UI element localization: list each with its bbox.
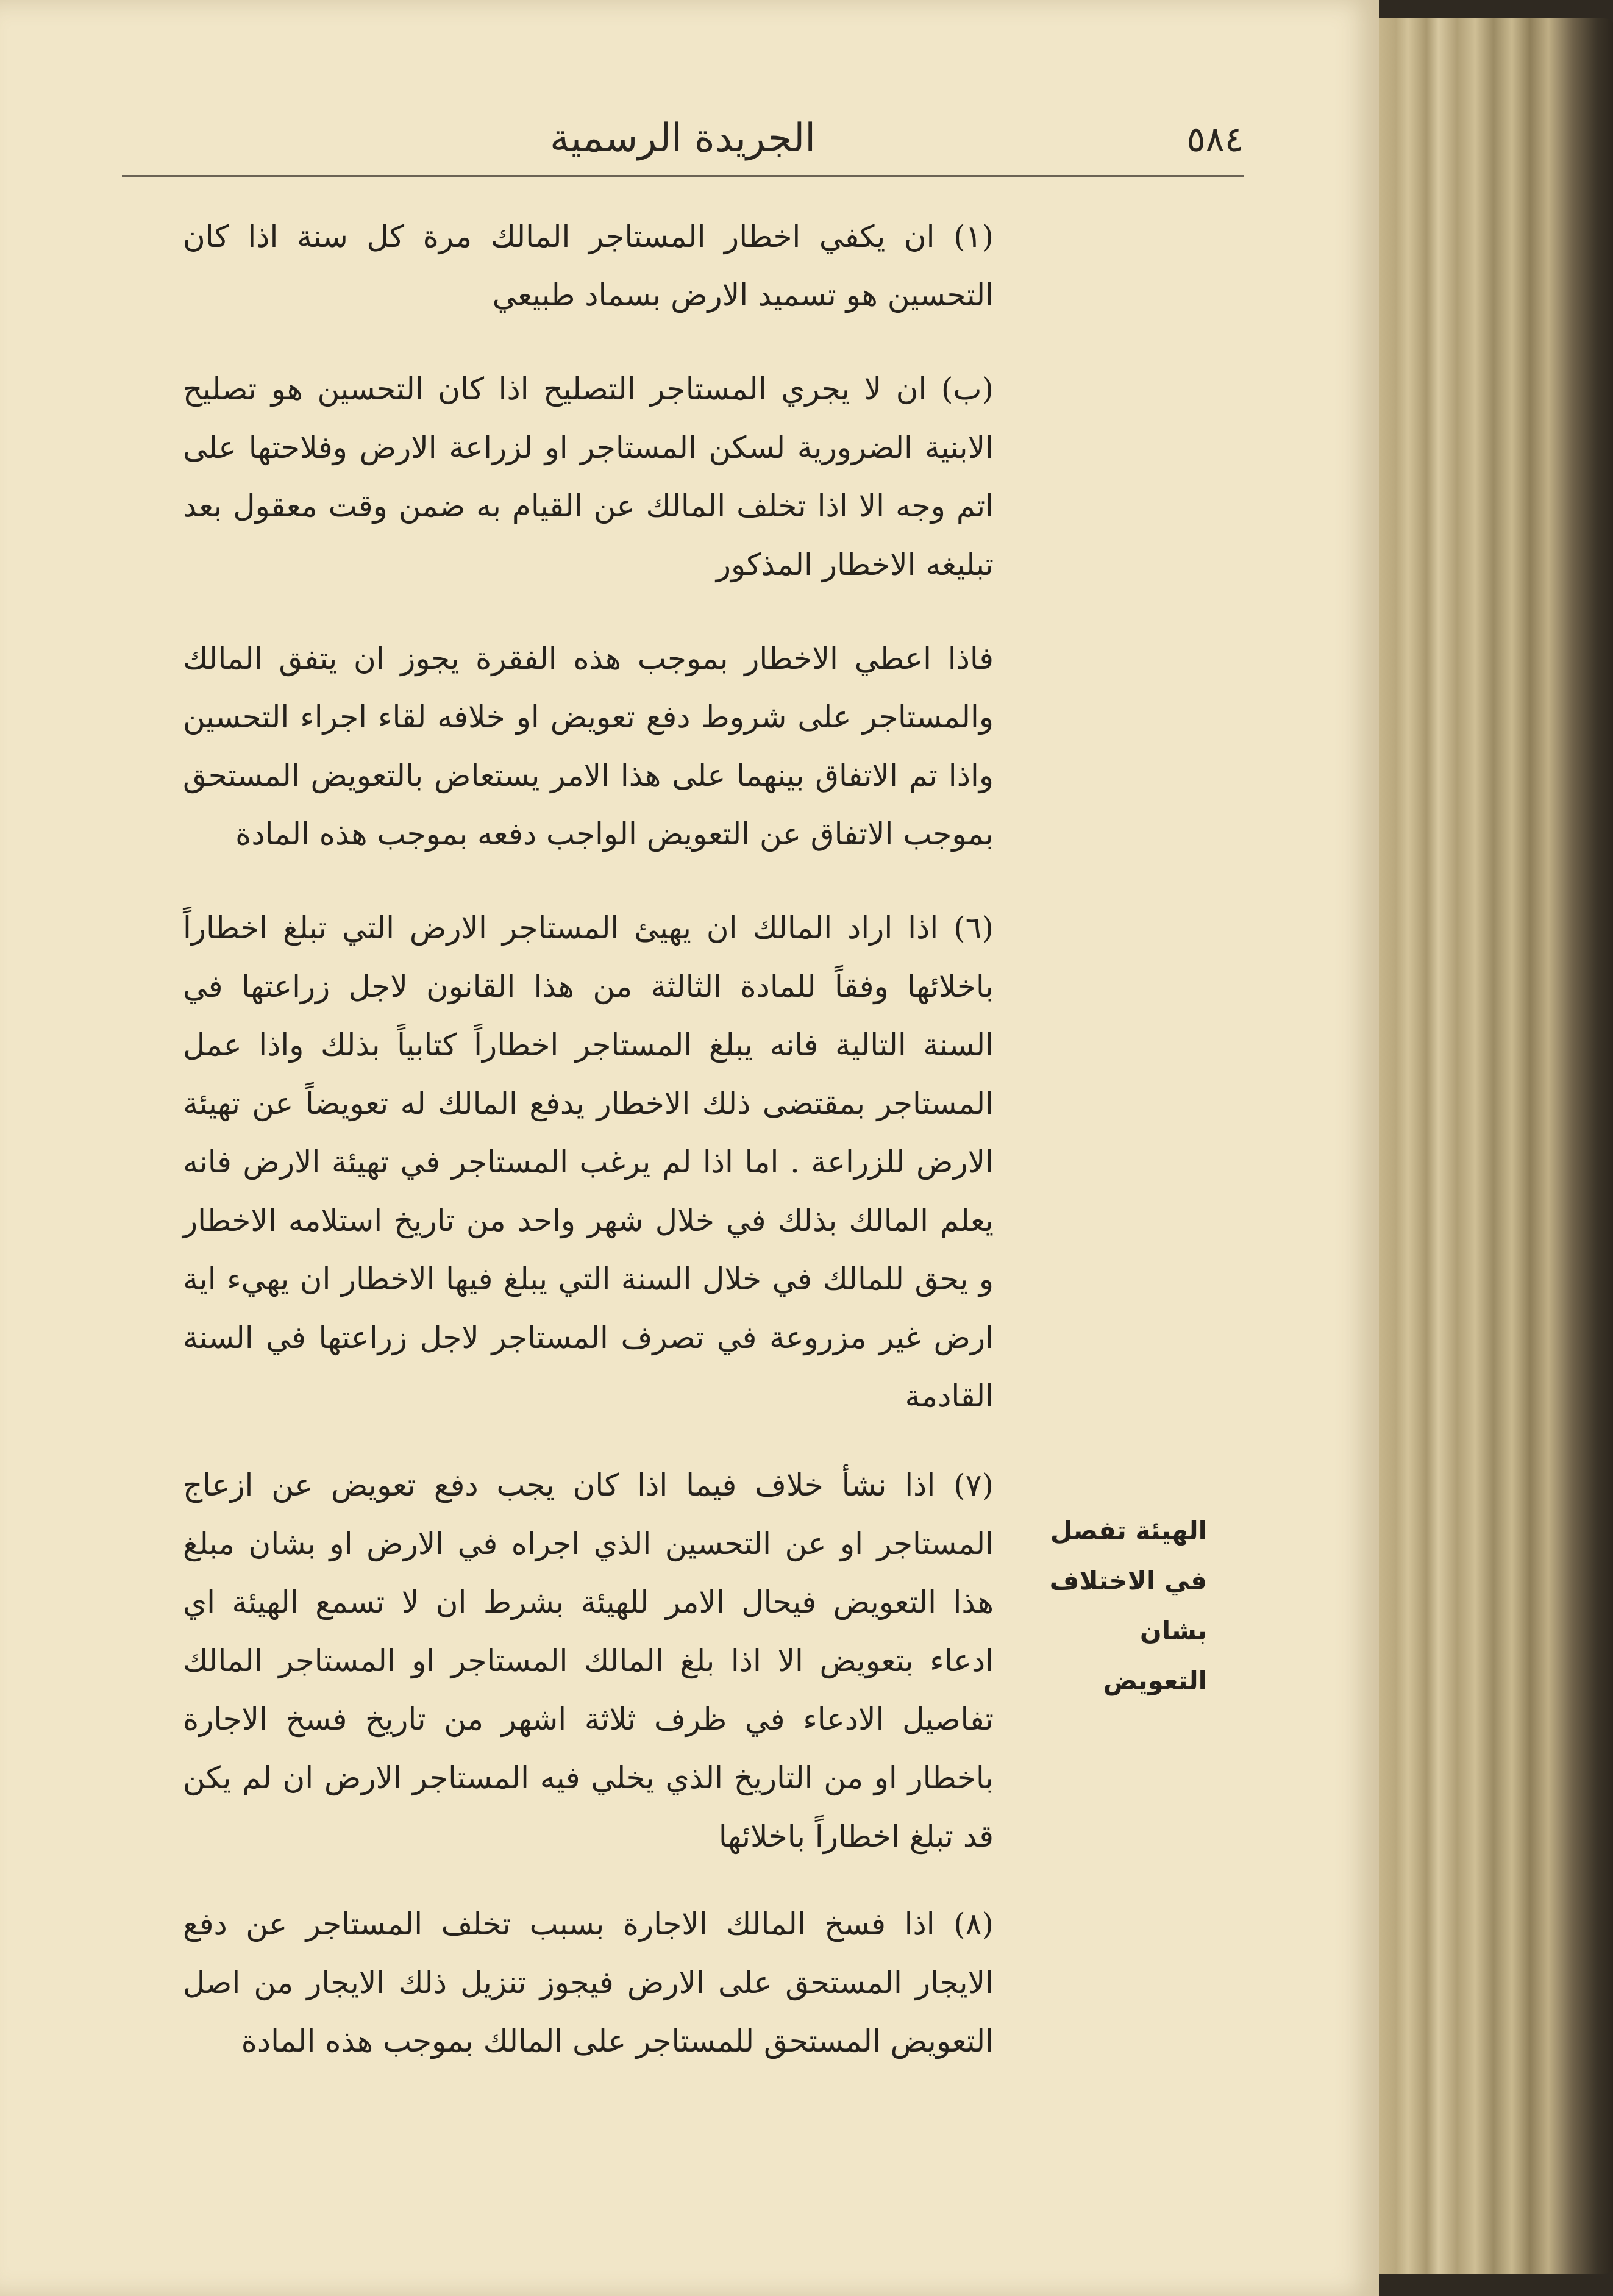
page-body bbox=[183, 207, 994, 2106]
paragraph-section-8: (٨) اذا فسخ المالك الاجارة بسبب تخلف المستاجر عن دفع الايجار المستحق على الارض فيجوز تنزيل ذلك الايجار من اصل التعويض المستحق للمستاجر على المالك بموجب هذه المادة bbox=[183, 1906, 994, 2059]
margin-note: الهيئة تفصل في الاختلاف بشان التعويض bbox=[1049, 1516, 1207, 1695]
running-title: الجريدة الرسمية bbox=[549, 116, 816, 161]
paragraph-section-7: (٧) اذا نشأ خلاف فيما اذا كان يجب دفع تعويض عن ازعاج المستاجر او عن التحسين الذي اجراه في الارض او بشان مبلغ هذا التعويض فيحال الامر للهيئة بشرط ان لا تسمع الهيئة اي ادعاء بتعويض الا اذا بلغ المالك المستاجر او المستاجر المالك تفاصيل الادعاء في ظرف ثلاثة اشهر من تاريخ فسخ الاجارة باخطار او من التاريخ الذي يخلي فيه المستاجر الارض ان لم يكن قد تبلغ اخطاراً باخلائها bbox=[183, 1467, 994, 1854]
book-page-edges bbox=[1372, 18, 1613, 2274]
page-header bbox=[122, 110, 1244, 177]
paragraph-clause-a: (١) ان يكفي اخطار المستاجر المالك مرة كل سنة اذا كان التحسين هو تسميد الارض بسماد طبيعي bbox=[183, 219, 994, 313]
page-number: ٥٨٤ bbox=[1186, 118, 1244, 160]
paragraph-agreement: فاذا اعطي الاخطار بموجب هذه الفقرة يجوز ان يتفق المالك والمستاجر على شروط دفع تعويض او خلافه لقاء اجراء التحسين واذا تم الاتفاق بينهما على هذا الامر يستعاض بالتعويض المستحق بموجب الاتفاق عن التعويض الواجب دفعه بموجب هذه المادة bbox=[183, 641, 994, 852]
paragraph-clause-b: (ب) ان لا يجري المستاجر التصليح اذا كان التحسين هو تصليح الابنية الضرورية لسكن المستاجر او لزراعة الارض وفلاحتها على اتم وجه الا اذا تخلف المالك عن القيام به ضمن وقت معقول بعد تبليغه الاخطار المذكور bbox=[183, 371, 994, 582]
paragraph-section-6: (٦) اذا اراد المالك ان يهيئ المستاجر الارض التي تبلغ اخطاراً باخلائها وفقاً للمادة الثالثة من هذا القانون لاجل زراعتها في السنة التالية فانه يبلغ المستاجر اخطاراً كتابياً بذلك واذا عمل المستاجر بمقتضى ذلك الاخطار يدفع المالك له تعويضاً عن تهيئة الارض للزراعة . اما اذا لم يرغب المستاجر في تهيئة الارض فانه يعلم المالك بذلك في خلال شهر واحد من تاريخ استلامه الاخطار و يحق للمالك في خلال السنة التي يبلغ فيها الاخطار ان يهيء اية ارض غير مزروعة في تصرف المستاجر لاجل زراعتها في السنة القادمة bbox=[183, 910, 994, 1414]
